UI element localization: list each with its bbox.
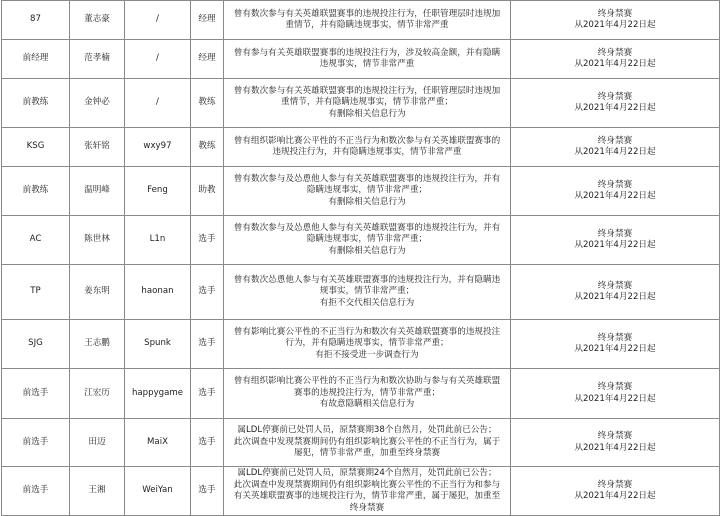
role-cell: 选手 — [191, 265, 224, 320]
penalty-cell — [511, 216, 720, 265]
penalty-cell — [511, 369, 720, 419]
team-cell: SJG — [2, 320, 70, 369]
violation-description-line: 曾有组织影响比赛公平性的不正当行为和数次参与有关英雄联盟赛事的 — [233, 135, 501, 146]
name-cell: 姜东明 — [70, 265, 125, 320]
player-id-cell: L1n — [125, 216, 191, 265]
player-id-cell: haonan — [125, 265, 191, 320]
team-cell: 前选手 — [2, 419, 70, 467]
role-cell: 选手 — [191, 320, 224, 369]
table-row — [2, 216, 720, 265]
player-id-cell: MaiX — [125, 419, 191, 467]
penalty-start-date: 从2021年4月22日起 — [574, 442, 656, 453]
violation-description-line: 曾有数次参与及怂恿他人参与有关英雄联盟赛事的违规投注行为，并有 — [233, 222, 501, 233]
violation-description-line: 此次调查中发现禁赛期间仍有组织影响比赛公平性的不正当行为和参与 — [233, 479, 501, 490]
penalty-type: 终身禁赛 — [597, 8, 633, 19]
violation-description-line: 属LDL停赛前已处罚人员，原禁赛期24个自然月，处罚此前已公告； — [237, 468, 497, 478]
role-cell: 选手 — [191, 369, 224, 419]
penalty-cell — [511, 128, 720, 167]
name-cell: 金钟必 — [70, 79, 125, 128]
team-cell: KSG — [2, 128, 70, 167]
penalty-type: 终身禁赛 — [597, 332, 633, 343]
violation-description-cell — [224, 419, 511, 467]
team-cell: 前教练 — [2, 167, 70, 216]
violation-description-line: 曾有数次参与有关英雄联盟赛事的违规投注行为，任职管理层时违规加 — [233, 8, 501, 19]
violation-description-line: 行为，并有隐瞒违规事实，情节非常严重； — [285, 338, 449, 349]
player-id-cell: WeiYan — [125, 467, 191, 516]
violation-description-line: 有关英雄联盟赛事的违规投注行为，情节非常严重，属于屡犯，加重至 — [233, 491, 501, 501]
violation-description-cell — [224, 40, 511, 79]
penalty-start-date: 从2021年4月22日起 — [574, 344, 656, 354]
name-cell: 董志豪 — [70, 1, 125, 40]
table-row — [2, 265, 720, 320]
penalty-type: 终身禁赛 — [597, 179, 633, 190]
penalty-cell — [511, 40, 720, 79]
violation-description-line: 终身禁赛 — [349, 502, 385, 513]
penalty-start-date: 从2021年4月22日起 — [574, 103, 656, 113]
name-cell: 张轩铭 — [70, 128, 125, 167]
penalty-table-body — [2, 1, 720, 516]
player-id-cell: / — [125, 40, 191, 79]
name-cell: 王志鹏 — [70, 320, 125, 369]
violation-description-line: 有故意隐瞒相关信息行为 — [319, 399, 415, 410]
penalty-type: 终身禁赛 — [597, 431, 633, 441]
violation-description-line: 规事实，情节非常严重； — [319, 286, 415, 297]
violation-description-line: 隐瞒违规事实，情节非常严重； — [306, 185, 428, 196]
violation-description-line: 重情节，并有隐瞒违规事实，情节非常严重； — [281, 97, 453, 108]
team-cell: 前经理 — [2, 40, 70, 79]
violation-description-line: 有删除相关信息行为 — [328, 108, 406, 119]
role-cell: 助教 — [191, 167, 224, 216]
penalty-start-date: 从2021年4月22日起 — [574, 393, 656, 404]
penalty-type: 终身禁赛 — [597, 47, 633, 58]
penalty-cell — [511, 467, 720, 516]
penalty-table — [1, 0, 720, 516]
table-row — [2, 467, 720, 516]
penalty-start-date: 从2021年4月22日起 — [574, 240, 656, 250]
penalty-cell — [511, 1, 720, 40]
penalty-cell — [511, 419, 720, 467]
penalty-start-date: 从2021年4月22日起 — [574, 491, 656, 501]
role-cell: 选手 — [191, 419, 224, 467]
violation-description-cell — [224, 467, 511, 516]
role-cell: 经理 — [191, 40, 224, 79]
violation-description-cell — [224, 216, 511, 265]
violation-description-line: 重情节，并有隐瞒违规事实，情节非常严重 — [285, 20, 449, 30]
violation-description-line: 违规事实，情节非常严重 — [319, 59, 415, 69]
penalty-type: 终身禁赛 — [597, 479, 633, 490]
violation-description-cell — [224, 167, 511, 216]
penalty-start-date: 从2021年4月22日起 — [574, 292, 656, 302]
penalty-type: 终身禁赛 — [597, 280, 633, 291]
violation-description-line: 隐瞒违规事实，情节非常严重； — [306, 234, 428, 245]
violation-description-line: 曾有参与有关英雄联盟赛事的违规投注行为，涉及较高金额，并有隐瞒 — [233, 47, 501, 58]
player-id-cell: Feng — [125, 167, 191, 216]
penalty-type: 终身禁赛 — [597, 382, 633, 392]
violation-description-line: 屡犯，情节非常严重，加重至终身禁赛 — [293, 448, 441, 459]
team-cell: 87 — [2, 1, 70, 40]
player-id-cell: happygame — [125, 369, 191, 419]
table-row — [2, 1, 720, 40]
team-cell: AC — [2, 216, 70, 265]
team-cell: 前选手 — [2, 467, 70, 516]
table-row — [2, 128, 720, 167]
table-row — [2, 419, 720, 467]
name-cell: 田迈 — [70, 419, 125, 467]
name-cell: 范孝楠 — [70, 40, 125, 79]
violation-description-line: 有删除相关信息行为 — [328, 245, 406, 256]
violation-description-cell — [224, 128, 511, 167]
penalty-cell — [511, 79, 720, 128]
violation-description-line: 属LDL停赛前已处罚人员，原禁赛期38个自然月，处罚此前已公告； — [237, 425, 497, 436]
penalty-start-date: 从2021年4月22日起 — [574, 191, 656, 201]
violation-description-line: 违规投注行为，并有隐瞒违规事实，情节非常严重 — [272, 147, 462, 157]
name-cell: 王湘 — [70, 467, 125, 516]
violation-description-cell — [224, 320, 511, 369]
name-cell: 陈世林 — [70, 216, 125, 265]
penalty-type: 终身禁赛 — [597, 135, 633, 146]
violation-description-line: 此次调查中发现禁赛期间仍有组织影响比赛公平性的不正当行为，属于 — [233, 436, 501, 447]
team-cell: 前选手 — [2, 369, 70, 419]
player-id-cell: / — [125, 1, 191, 40]
violation-description-line: 曾有组织影响比赛公平性的不正当行为和数次协助与参与有关英雄联盟 — [233, 376, 501, 387]
violation-description-cell — [224, 369, 511, 419]
penalty-type: 终身禁赛 — [597, 228, 633, 239]
role-cell: 选手 — [191, 467, 224, 516]
violation-description-cell — [224, 1, 511, 40]
table-row — [2, 320, 720, 369]
name-cell: 江宏历 — [70, 369, 125, 419]
penalty-cell — [511, 265, 720, 320]
player-id-cell: Spunk — [125, 320, 191, 369]
penalty-type: 终身禁赛 — [597, 91, 633, 102]
role-cell: 选手 — [191, 216, 224, 265]
violation-description-line: 曾有数次参与有关英雄联盟赛事的违规投注行为，任职管理层时违规加 — [233, 85, 501, 96]
penalty-start-date: 从2021年4月22日起 — [574, 59, 656, 69]
violation-description-cell — [224, 79, 511, 128]
name-cell: 温明峰 — [70, 167, 125, 216]
violation-description-line: 有拒不交代相关信息行为 — [319, 297, 415, 308]
role-cell: 经理 — [191, 1, 224, 40]
player-id-cell: / — [125, 79, 191, 128]
violation-description-line: 曾有数次参与及怂恿他人参与有关英雄联盟赛事的违规投注行为，并有 — [233, 173, 501, 184]
penalty-cell — [511, 320, 720, 369]
team-cell: 前教练 — [2, 79, 70, 128]
table-row — [2, 40, 720, 79]
role-cell: 教练 — [191, 128, 224, 167]
table-row — [2, 369, 720, 419]
violation-description-line: 赛事的违规投注行为，情节非常严重； — [293, 387, 441, 398]
violation-description-line: 曾有影响比赛公平性的不正当行为和数次有关英雄联盟赛事的违规投注 — [233, 326, 501, 337]
player-id-cell: wxy97 — [125, 128, 191, 167]
penalty-start-date: 从2021年4月22日起 — [574, 20, 656, 30]
violation-description-cell — [224, 265, 511, 320]
penalty-cell — [511, 167, 720, 216]
team-cell: TP — [2, 265, 70, 320]
penalty-start-date: 从2021年4月22日起 — [574, 147, 656, 157]
role-cell: 教练 — [191, 79, 224, 128]
table-row — [2, 79, 720, 128]
violation-description-line: 有删除相关信息行为 — [328, 196, 406, 207]
table-row — [2, 167, 720, 216]
violation-description-line: 曾有数次怂恿他人参与有关英雄联盟赛事的违规投注行为，并有隐瞒违 — [233, 274, 501, 285]
violation-description-line: 有拒不接受进一步调查行为 — [315, 349, 419, 360]
